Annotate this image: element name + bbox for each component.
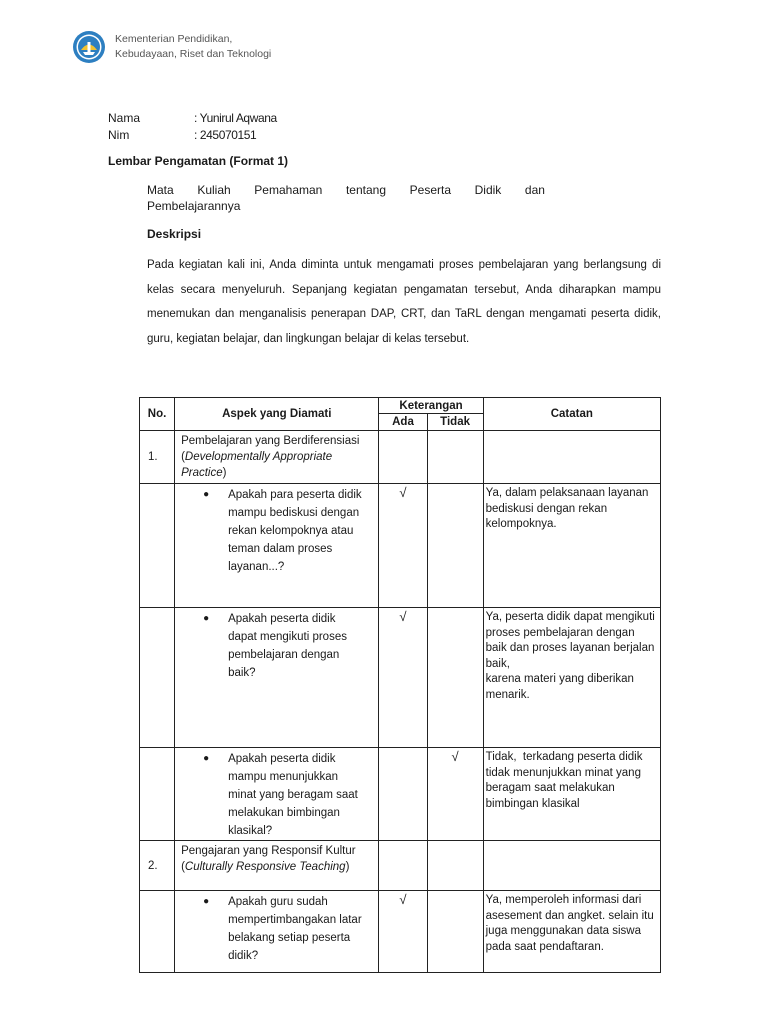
question-text: Apakah peserta didik mampu menunjukkan minat yang beragam saat melakukan bimbingan klasikal?	[228, 753, 358, 837]
tut-wuri-handayani-emblem-icon	[72, 30, 106, 64]
bullet-icon: ●	[203, 896, 210, 907]
question-text: Apakah para peserta didik mampu bediskusi dengan rekan kelompoknya atau teman dalam proses layanan...?	[228, 489, 362, 573]
mk-word: Peserta	[409, 183, 451, 197]
table-row-section	[140, 841, 661, 891]
mata-kuliah	[147, 182, 545, 214]
document-heading: Lembar Pengamatan (Format 1)	[108, 154, 289, 168]
deskripsi-title: Deskripsi	[147, 227, 202, 241]
ada-check: √	[379, 484, 427, 608]
name-value: : Yunirul Aqwana	[194, 111, 277, 125]
section-title-italic: Culturally Responsive Teaching	[184, 861, 346, 873]
catatan-cell	[483, 608, 660, 748]
section-title-italic: Developmentally Appropriate Practice	[181, 451, 333, 479]
header-keterangan: Keterangan	[379, 398, 483, 414]
aspect-question	[175, 748, 379, 841]
tidak-check: √	[427, 748, 483, 841]
mk-word: Pemahaman	[254, 183, 323, 197]
section-title-text: Pembelajaran yang Berdiferensiasi (	[181, 435, 360, 463]
bullet-icon: ●	[203, 613, 210, 624]
identity-block	[108, 110, 277, 144]
table-row-section	[140, 431, 661, 484]
row-number: 2.	[140, 841, 175, 891]
question-text: Apakah guru sudah mempertimbangakan latar belakang setiap peserta didik?	[228, 896, 362, 962]
section-title	[175, 841, 379, 891]
tidak-check	[427, 891, 483, 973]
header-tidak: Tidak	[427, 414, 483, 431]
ministry-name-line1: Kementerian Pendidikan,	[115, 33, 233, 45]
name-label: Nama	[108, 111, 141, 125]
header-no: No.	[140, 398, 175, 431]
mk-word: Didik	[474, 183, 502, 197]
nim-value: : 245070151	[194, 128, 257, 142]
bullet-icon: ●	[203, 489, 210, 500]
observation-table	[139, 397, 661, 973]
mk-word: Mata	[147, 183, 174, 197]
bullet-icon: ●	[203, 753, 210, 764]
table-row	[140, 891, 661, 973]
nim-label: Nim	[108, 128, 130, 142]
table-row	[140, 484, 661, 608]
catatan-text: Tidak, terkadang peserta didik tidak menunjukkan minat yang beragam saat melakukan bimbingan klasikal	[485, 751, 646, 810]
catatan-cell	[483, 891, 660, 973]
mk-word: Kuliah	[197, 183, 231, 197]
ada-check	[379, 748, 427, 841]
ada-check: √	[379, 608, 427, 748]
table-row	[140, 608, 661, 748]
section-title	[175, 431, 379, 484]
catatan-text: Ya, memperoleh informasi dari asesement dan angket. selain itu juga menggunakan data siswa pada saat pendaftaran.	[485, 894, 657, 953]
aspect-question	[175, 608, 379, 748]
question-text: Apakah peserta didik dapat mengikuti proses pembelajaran dengan baik?	[228, 613, 347, 679]
mata-kuliah-line1	[147, 182, 545, 198]
table-row	[140, 748, 661, 841]
ministry-name	[115, 32, 271, 62]
ministry-logo	[72, 30, 271, 64]
tidak-check	[427, 608, 483, 748]
section-title-text: Pengajaran yang Responsif Kultur (	[181, 845, 356, 873]
catatan-cell	[483, 748, 660, 841]
deskripsi-body: Pada kegiatan kali ini, Anda diminta untuk mengamati proses pembelajaran yang berlangsung di kelas secara menyeluruh. Sepanjang kegiatan pengamatan tersebut, Anda diharapkan mampu menemukan dan menganalisis penerapan DAP, CRT, dan TaRL dengan mengamati peserta didik, guru, kegiatan belajar, dan lingkungan belajar di kelas tersebut.	[147, 259, 661, 345]
header-ada: Ada	[379, 414, 427, 431]
header-catatan: Catatan	[483, 398, 660, 431]
catatan-cell	[483, 484, 660, 608]
mk-word: dan	[524, 183, 545, 197]
ada-check: √	[379, 891, 427, 973]
aspect-question	[175, 484, 379, 608]
section-title-close: )	[345, 861, 350, 873]
mk-word: tentang	[345, 183, 387, 197]
aspect-question	[175, 891, 379, 973]
mata-kuliah-line2: Pembelajarannya	[147, 199, 241, 213]
tidak-check	[427, 484, 483, 608]
catatan-text: Ya, peserta didik dapat mengikuti proses pembelajaran dengan baik dan proses layanan berjalan baik, karena materi yang diberikan menarik.	[485, 611, 655, 701]
header-aspek: Aspek yang Diamati	[175, 398, 379, 431]
row-number: 1.	[140, 431, 175, 484]
ministry-name-line2: Kebudayaan, Riset dan Teknologi	[115, 48, 272, 60]
section-title-close: )	[222, 467, 227, 479]
catatan-text: Ya, dalam pelaksanaan layanan bediskusi dengan rekan kelompoknya.	[485, 487, 652, 530]
